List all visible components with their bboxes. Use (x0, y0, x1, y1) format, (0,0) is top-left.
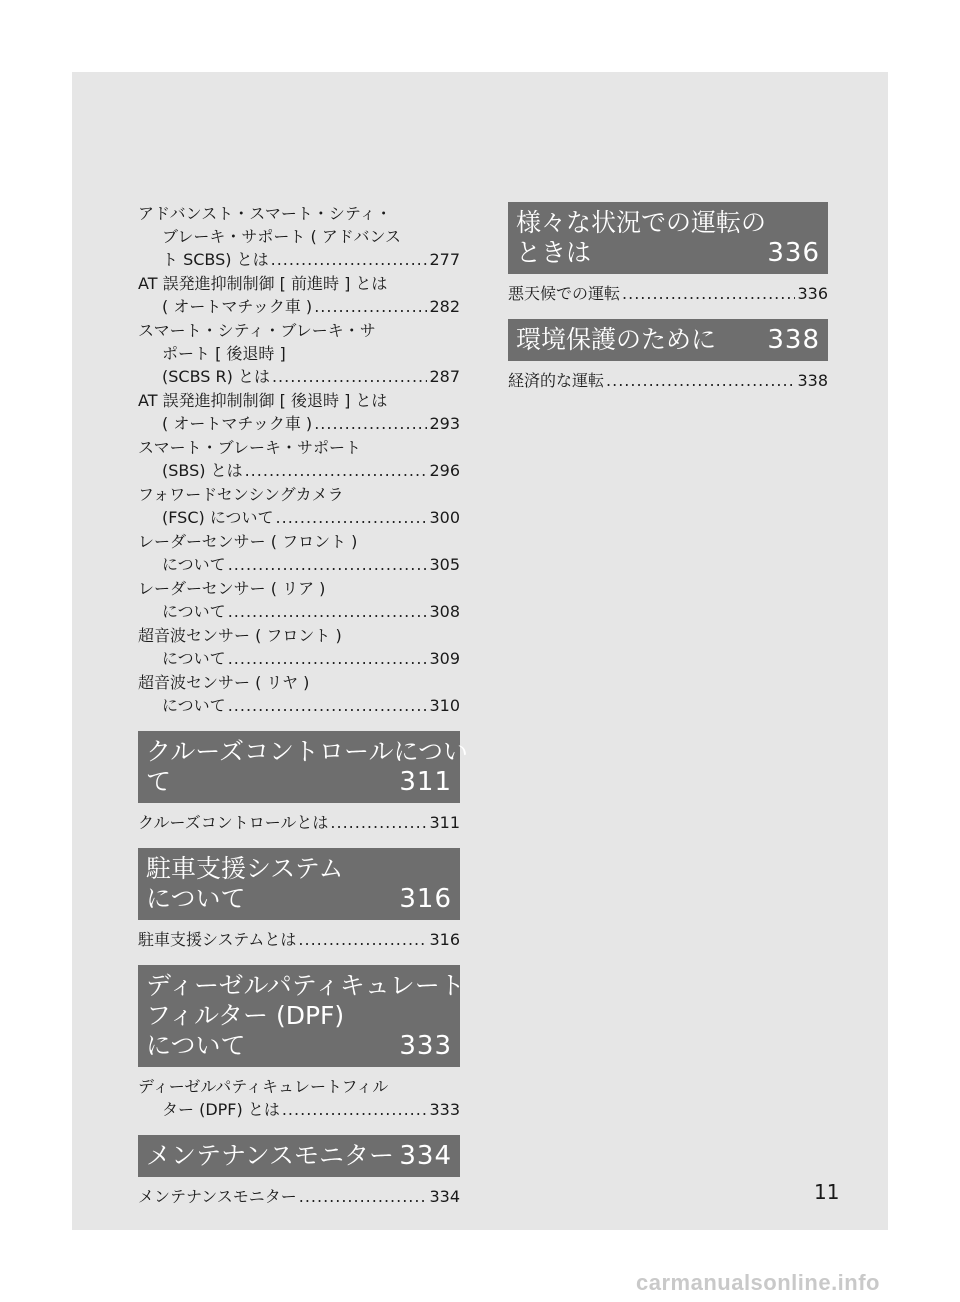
section-heading-line: 駐車支援システム (146, 854, 344, 883)
section-heading-title: 環境保護のために (516, 325, 717, 354)
toc-entry-page: 296 (429, 461, 460, 480)
toc-entry-title: について (162, 555, 226, 574)
toc-leader-dots (298, 928, 427, 951)
section-heading-last-line (146, 1031, 452, 1061)
toc-leader-dots (299, 1185, 428, 1208)
section-heading (138, 848, 460, 920)
toc-entry-last-line (138, 647, 460, 670)
section-heading-title: メンテナンスモニター (146, 1141, 395, 1170)
section-heading-last-line (516, 325, 820, 355)
toc-entry-last-line (138, 248, 460, 271)
toc-entry-line: レーダーセンサー ( フロント ) (138, 532, 358, 551)
toc-entry (138, 530, 460, 576)
toc-entry (138, 624, 460, 670)
toc-entry-line: 超音波センサー ( リヤ ) (138, 673, 310, 692)
toc-entry (138, 1185, 460, 1208)
toc-entry (138, 483, 460, 529)
toc-leader-dots (330, 811, 427, 834)
toc-entry-title: について (162, 696, 226, 715)
toc-entry-line: ディーゼルパティキュレートフィル (138, 1077, 389, 1096)
toc-entry-last-line (138, 928, 460, 951)
toc-entry (138, 928, 460, 951)
toc-entry-line: アドバンスト・スマート・シティ・ (138, 204, 392, 223)
section-heading-title: について (146, 1031, 246, 1060)
section-heading-title: について (146, 884, 246, 913)
toc-entry-line: ポート [ 後退時 ] (162, 344, 286, 363)
section-heading-last-line (516, 238, 820, 268)
toc-entry-title: ター (DPF) とは (162, 1100, 280, 1119)
section-heading-page: 334 (399, 1141, 452, 1171)
toc-leader-dots (272, 365, 427, 388)
toc-entry-last-line (138, 506, 460, 529)
toc-entry-line: AT 誤発進抑制制御 [ 前進時 ] とは (138, 274, 388, 293)
toc-entry-page: 300 (429, 508, 460, 527)
toc-entry-page: 310 (429, 696, 460, 715)
toc-entry-page: 277 (429, 250, 460, 269)
toc-entry-title: ( オートマチック車 ) (162, 297, 313, 316)
toc-entry-page: 309 (429, 649, 460, 668)
toc-entry-line: スマート・ブレーキ・サポート (138, 438, 362, 457)
toc-entry-page: 293 (429, 414, 460, 433)
section-heading-line: 様々な状況での運転の (516, 208, 767, 237)
section-heading (508, 319, 828, 361)
section-heading-line: ディーゼルパティキュレート (146, 971, 465, 1000)
toc-entry-line: スマート・シティ・ブレーキ・サ (138, 321, 376, 340)
toc-entry-line: フォワードセンシングカメラ (138, 485, 344, 504)
section-heading (508, 202, 828, 274)
toc-entry-line: レーダーセンサー ( リア ) (138, 579, 326, 598)
toc-entry-last-line (138, 811, 460, 834)
toc-entry-page: 334 (429, 1187, 460, 1206)
section-heading (138, 1135, 460, 1177)
section-heading-title: て (146, 767, 172, 796)
section-heading-page: 333 (399, 1031, 452, 1061)
toc-leader-dots (228, 553, 428, 576)
toc-entry (138, 811, 460, 834)
toc-entry (138, 1075, 460, 1121)
toc-entry (138, 319, 460, 388)
toc-entry-page: 287 (429, 367, 460, 386)
toc-leader-dots (606, 369, 795, 392)
toc-entry-title: ( オートマチック車 ) (162, 414, 313, 433)
toc-leader-dots (228, 600, 428, 623)
toc-entry (138, 389, 460, 435)
toc-entry-last-line (138, 1185, 460, 1208)
toc-leader-dots (314, 295, 427, 318)
toc-entry-title: メンテナンスモニター (138, 1187, 297, 1206)
toc-leader-dots (228, 694, 428, 717)
toc-entry-line: AT 誤発進抑制制御 [ 後退時 ] とは (138, 391, 388, 410)
section-heading (138, 965, 465, 1067)
toc-entry-last-line (138, 600, 460, 623)
toc-entry (508, 282, 828, 305)
toc-entry-last-line (508, 369, 828, 392)
toc-entry-line: 超音波センサー ( フロント ) (138, 626, 342, 645)
toc-entry-title: ト SCBS) とは (162, 250, 269, 269)
toc-leader-dots (622, 282, 795, 305)
section-heading-last-line (146, 884, 452, 914)
toc-leader-dots (282, 1098, 428, 1121)
toc-leader-dots (271, 248, 428, 271)
toc-entry-last-line (138, 553, 460, 576)
toc-entry-page: 311 (429, 813, 460, 832)
toc-entry-title: 悪天候での運転 (508, 284, 621, 303)
toc-entry-last-line (138, 459, 460, 482)
toc-entry-page: 336 (797, 284, 828, 303)
toc-entry-last-line (138, 694, 460, 717)
watermark: carmanualsonline.info (636, 1270, 880, 1295)
toc-entry-title: 経済的な運転 (508, 371, 605, 390)
section-heading-line: クルーズコントロールについ (146, 737, 469, 766)
toc-entry-title: クルーズコントロールとは (138, 813, 329, 832)
toc-leader-dots (245, 459, 428, 482)
toc-entry-title: 駐車支援システムとは (138, 930, 297, 949)
section-heading-title: ときは (516, 238, 592, 267)
toc-entry-page: 316 (429, 930, 460, 949)
toc-entry-page: 305 (429, 555, 460, 574)
toc-right-column (508, 202, 828, 393)
toc-entry-line: ブレーキ・サポート ( アドバンス (162, 227, 401, 246)
toc-entry-page: 338 (797, 371, 828, 390)
section-heading-page: 316 (399, 884, 452, 914)
toc-entry (508, 369, 828, 392)
toc-entry-page: 333 (429, 1100, 460, 1119)
section-heading-line: フィルター (DPF) (146, 1001, 345, 1030)
toc-entry-last-line (508, 282, 828, 305)
toc-entry-last-line (138, 365, 460, 388)
toc-entry (138, 272, 460, 318)
toc-leader-dots (314, 412, 427, 435)
section-heading-last-line (146, 1141, 452, 1171)
toc-entry (138, 436, 460, 482)
toc-entry-last-line (138, 412, 460, 435)
toc-entry-last-line (138, 1098, 460, 1121)
toc-entry-page: 282 (429, 297, 460, 316)
toc-entry-last-line (138, 295, 460, 318)
section-heading (138, 731, 469, 803)
toc-entry-title: (FSC) について (162, 508, 274, 527)
section-heading-page: 338 (767, 325, 820, 355)
section-heading-page: 336 (767, 238, 820, 268)
page-number: 11 (814, 1180, 840, 1204)
toc-entry-title: (SBS) とは (162, 461, 243, 480)
toc-entry-page: 308 (429, 602, 460, 621)
toc-entry-title: (SCBS R) とは (162, 367, 270, 386)
toc-leader-dots (276, 506, 428, 529)
section-heading-last-line (146, 767, 452, 797)
toc-left-column (138, 202, 469, 1209)
toc-entry-title: について (162, 602, 226, 621)
toc-entry (138, 577, 460, 623)
toc-entry (138, 202, 460, 271)
toc-leader-dots (228, 647, 428, 670)
toc-entry (138, 671, 460, 717)
section-heading-page: 311 (399, 767, 452, 797)
toc-entry-title: について (162, 649, 226, 668)
